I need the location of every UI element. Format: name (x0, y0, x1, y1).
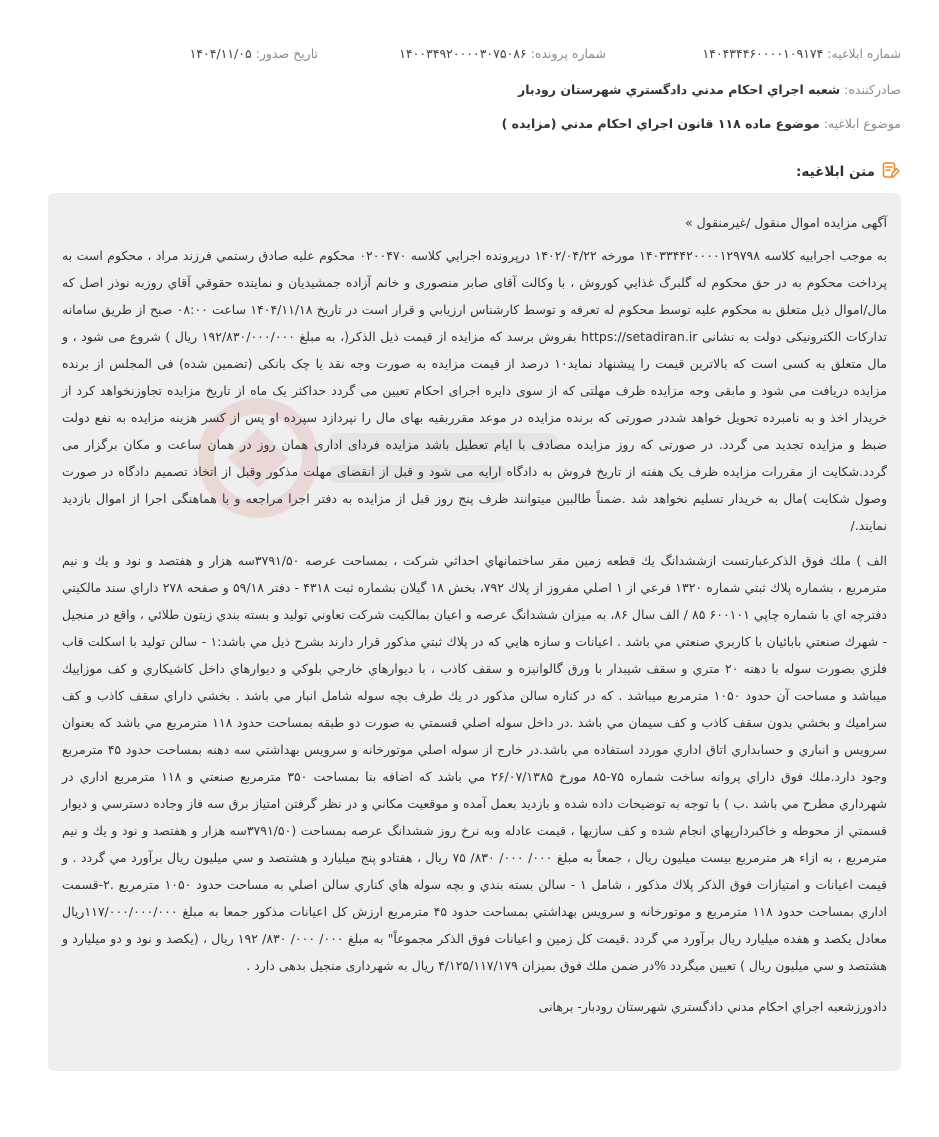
header-row-issuer (38, 80, 901, 100)
notice-number-value: ۱۴۰۴۳۴۴۶۰۰۰۰۱۰۹۱۷۴ (702, 46, 824, 61)
case-number (399, 44, 606, 64)
notice-text-box (48, 193, 901, 1071)
subject-value: موضوع ماده ۱۱۸ قانون اجراي احکام مدني (مزايده ) (501, 116, 820, 131)
notice-text-heading (796, 161, 901, 183)
issue-date-label: تاريخ صدور: (255, 46, 318, 61)
issue-date-value: ۱۴۰۴/۱۱/۰۵ (189, 46, 252, 61)
notice-body-title: آگهی مزایده اموال منقول /غیرمنقول » (684, 215, 887, 230)
notice-body-paragraph-2: الف ) ملك فوق الذكرعبارتست ازششدانگ يك قطعه زمين مقر ساختمانهاي احداثي شركت ، بمساحت عرصه ۳۷۹۱/۵۰سه هزار و هفتصد و نود و يك و نيم مترمربع ، بشماره پلاك ثبتي شماره ۱۳۲۰ فرعي از ۱ اصلي مفروز از پلاك ۷۹۲، بخش ۱۸ گيلان بشماره ثبت ۴۳۱۸ - دفتر ۵۹/۱۸ و صفحه ۲۷۸ داراي سند مالكيتي دفترچه اي با شماره چاپي ۶۰۰۱۰۱ ۸۵ / الف سال ۸۶، به ميزان ششدانگ عرصه و اعيان بمالكيت شركت تعاوني توليد و بسته بندي زيتون طلائي ، واقع در منجيل - شهرك صنعتي بابائيان با كاربري صنعتي مي باشد . اعيانات و سازه هايي كه در پلاك ثبتي مذكور قرار دارند بشرح ذيل مي باشد:۱ - سالن توليد با اسكلت قاب فلزي بصورت سوله با دهنه ۲۰ متري و سقف شيبدار با ورق گالوانيزه و سقف كاذب ، با ديوارهاي خارجي بلوكي و ديوارهاي داخل كاشيكاري و كف موزاييك ميباشد و مساحت آن حدود ۱۰۵۰ مترمربع ميباشد . كه در كناره سالن مذكور در يك طرف بچه سوله شامل انبار مي باشد . بخشي داراي سقف كاذب و كف سراميك و بخشي بدون سقف كاذب و كف سيمان مي باشد .در داخل سوله اصلي قسمتي به صورت دو طبقه بمساحت حدود ۱۱۸ مترمربع مي باشد كه بعنوان سرويس و انباري و حسابداري اتاق اداري موردد استفاده مي باشد.در خارج از سوله اصلي موتورخانه و سرويس بهداشتي سه دهنه بمساحت حدود ۴۵ مترمربع وجود دارد.ملك فوق داراي پروانه ساخت شماره ۷۵-۸۵ مورخ ۲۶/۰۷/۱۳۸۵ مي باشد كه اضافه بنا بمساحت ۳۵۰ مترمربع صنعتي و ۱۱۸ مترمربع اداري در شهرداري مطرح مي باشد .ب ) با توجه به توضيحات داده شده و بازديد بعمل آمده و موقعيت مكاني و در نظر گرفتن امتياز برق سه فاز وجاده دسترسي و ديوار قسمتي از محوطه و خاكبردارپهاي انجام شده و كف سازيها ، قيمت عادله وبه نرخ روز ششدانگ عرصه بمساحت (۳۷۹۱/۵۰سه هزار و هفتصد و نود و يك و نيم مترمربع ، به ازاء هر مترمربع بيست ميليون ريال ، جمعاً به مبلغ ۰۰۰/ ۰۰۰/ ۸۳۰/ ۷۵ ريال ، هفتادو پنج ميليارد و هشتصد و سي ميليون ريال برآورد مي گردد . و قيمت اعيانات و امتيازات فوق الذكر پلاك مذكور ، شامل ۱ - سالن بسته بندي و بچه سوله هاي كناري سالن اصلي به مساحت حدود ۱۰۵۰ مترمربع .۲-قسمت اداري بمساحت حدود ۱۱۸ مترمربع و موتورخانه و سرويس بهداشتي بمساحت حدود ۴۵ مترمربع ارزش كل اعيانات مذكور جمعا به مبلغ ۱۱۷/۰۰۰/۰۰۰/۰۰۰ريال معادل يكصد و هفده ميليارد ريال برآورد مي گردد .قيمت كل زمين و اعيانات فوق الذكر مجموعاً" به مبلغ ۰۰۰/ ۰۰۰/ ۸۳۰/ ۱۹۲ ريال ، (يكصد و نود و دو ميليارد و هشتصد و سي ميليون ريال ) تعيين ميگردد %در ضمن ملك فوق بميزان ۴/۱۲۵/۱۱۷/۱۷۹ ريال به شهرداری منجيل بدهی دارد . (62, 553, 888, 973)
notice-signature: دادورزشعبه اجراي احکام مدني دادگستري شهرستان رودبار- برهانی (538, 999, 887, 1014)
notice-number (702, 44, 901, 64)
issuer-label: صادرکننده: (844, 82, 901, 97)
issuer-value: شعبه اجراي احکام مدني دادگستري شهرستان رودبار (518, 82, 841, 97)
header-row-subject (38, 114, 901, 134)
case-number-value: ۱۴۰۰۳۴۹۲۰۰۰۰۳۰۷۵۰۸۶ (399, 46, 527, 61)
notice-body-paragraph-1: به موجب اجراییه کلاسه ۱۴۰۳۳۴۴۲۰۰۰۰۱۲۹۷۹۸ مورخه ۱۴۰۲/۰۴/۲۲ درپرونده اجرايي کلاسه ۰۲۰۰۴۷۰ محکوم علیه صادق رستمي فرزند مراد ، محکوم است به پرداخت محکوم به در حق محکوم له گلبرگ غذايي کوروش ، با وکالت آقای صابر منصوری و خانم آزاده جمشیدیان و نماينده حقوقي آقاي روزبه نوذر اصل که مال/اموال ذيل متعلق به محکوم علیه توسط محکوم له تعرفه و توسط کارشناس ارزيابي و قرار است در تاريخ ۱۴۰۴/۱۱/۱۸ ساعت ۰۸:۰۰ صبح از طريق سامانه تدارکات الکترونيکی دولت به نشانی https://setadiran.ir بفروش برسد که مزايده از قيمت ذيل الذکر(، به مبلغ ۱۹۲/۸۳۰/۰۰۰/۰۰۰ ريال ) شروع می شود ، و مال متعلق به کسی است که بالاترين قيمت را پيشنهاد نمايد۱۰ درصد از قيمت مزايده به صورت وجه نقد يا چک بانکی (تضمين شده) فی المجلس از برنده مزايده دريافت می شود و مابقی وجه مزايده ظرف مهلتی که از سوی دايره اجرای احکام تعيين می گردد حداکثر يک ماه از تاريخ مزايده تجاوزنخواهد کرد از خريدار اخذ و به نامبرده تحويل خواهد شددر صورتی که برنده مزايده در موعد مقرربقيه بهای مال را نپردازد سپرده او پس از کسر هزينه مزايده به نفع دولت ضبط و مزايده تجديد می گردد. در صورتی که روز مزايده مصادف با ايام تعطيل باشد مزايده فردای اداری همان روز در همان ساعت و مکان برگزار می گردد.شکايت از مقررات مزايده ظرف يک هفته از تاريخ فروش به دادگاه ارايه می شود و قبل از انقضای مهلت مذکور وقبل از اتخاذ تصميم دادگاه در صورت وصول شکايت )مال به خريدار تسليم نخواهد شد .ضمناً طالبين ميتوانند ظرف پنج روز قبل از مزايده به دفتر اجرا مراجعه و با هماهنگی اجرا از اموال بازديد نمايند./ (62, 248, 887, 533)
issue-date (190, 44, 318, 64)
notice-number-label: شماره ابلاغيه: (827, 46, 901, 61)
subject-label: موضوع ابلاغيه: (823, 116, 901, 131)
case-number-label: شماره پرونده: (530, 46, 606, 61)
notice-edit-icon-svg (881, 160, 901, 180)
notice-text-title: متن ابلاغيه: (796, 164, 875, 180)
notice-edit-icon (881, 160, 901, 184)
